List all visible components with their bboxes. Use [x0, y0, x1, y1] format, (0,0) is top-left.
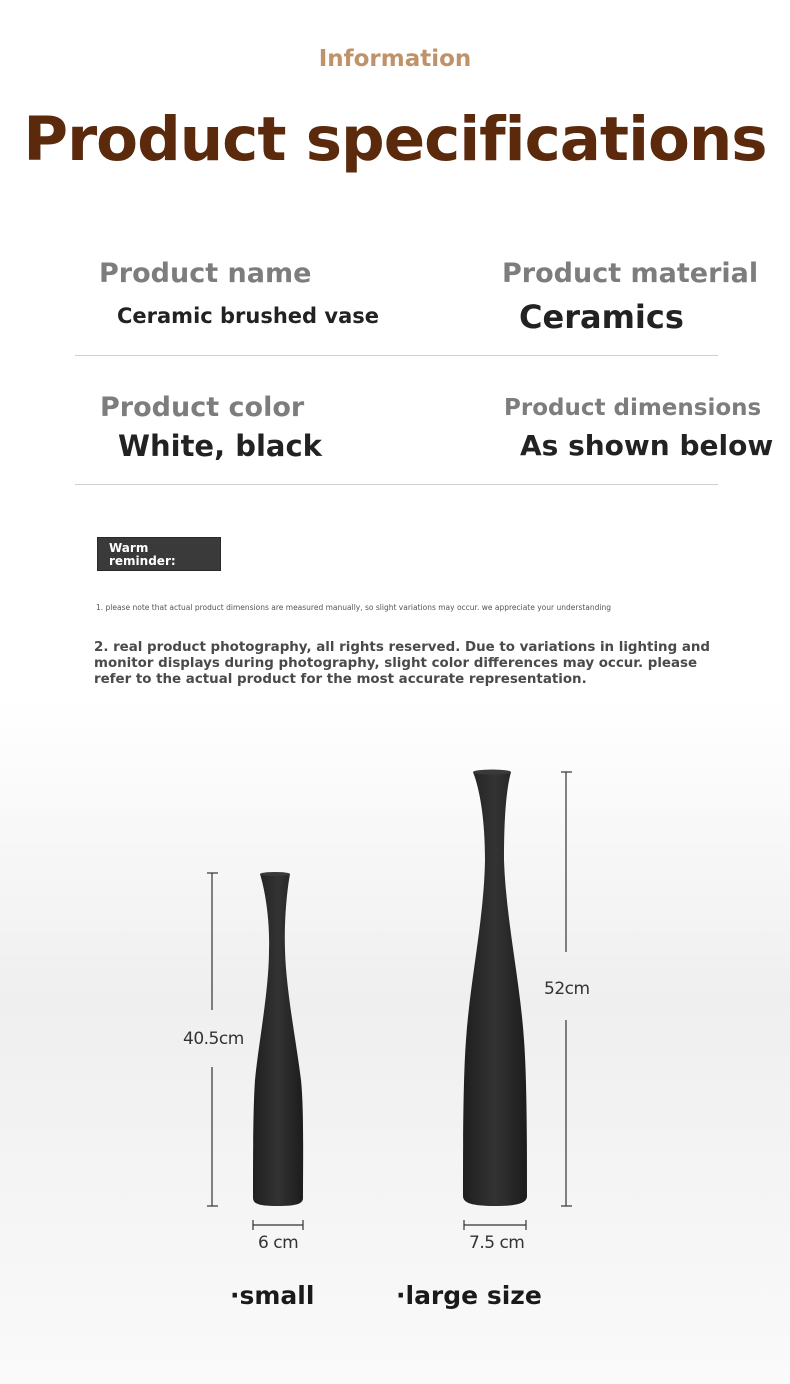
badge-line-2: reminder:	[109, 554, 176, 568]
small-width-label: 6 cm	[258, 1233, 299, 1253]
warm-reminder-badge	[97, 537, 221, 571]
vase-illustration	[0, 740, 790, 1260]
spec-color-value: White, black	[118, 429, 322, 463]
small-width-dimension-line	[253, 1220, 303, 1230]
divider	[75, 355, 718, 356]
large-width-label: 7.5 cm	[469, 1233, 525, 1253]
spec-name-label: Product name	[99, 258, 312, 289]
badge-line-1: Warm	[109, 541, 149, 555]
page-title: Product specifications	[23, 104, 767, 175]
note-2: 2. real product photography, all rights reserved. Due to variations in lighting and monitor displays during photography, slight color differences may occur. please refer to the actual product for the most accurate representation.	[94, 640, 710, 687]
spec-name-value: Ceramic brushed vase	[117, 304, 379, 328]
large-height-label: 52cm	[544, 979, 590, 999]
section-label: Information	[318, 46, 472, 72]
note-1: 1. please note that actual product dimensions are measured manually, so slight variations may occur. we appreciate your understanding	[96, 603, 612, 612]
large-vase	[463, 772, 527, 1206]
spec-dimensions-value: As shown below	[520, 429, 774, 462]
spec-color-label: Product color	[100, 392, 305, 423]
small-vase	[253, 874, 303, 1206]
small-height-label: 40.5cm	[183, 1029, 244, 1049]
divider	[75, 484, 718, 485]
small-size-label: ·small	[230, 1281, 315, 1310]
large-width-dimension-line	[464, 1220, 526, 1230]
spec-material-value: Ceramics	[519, 298, 684, 336]
spec-dimensions-label: Product dimensions	[504, 395, 762, 421]
spec-material-label: Product material	[502, 258, 759, 289]
large-size-label: ·large size	[396, 1281, 542, 1310]
